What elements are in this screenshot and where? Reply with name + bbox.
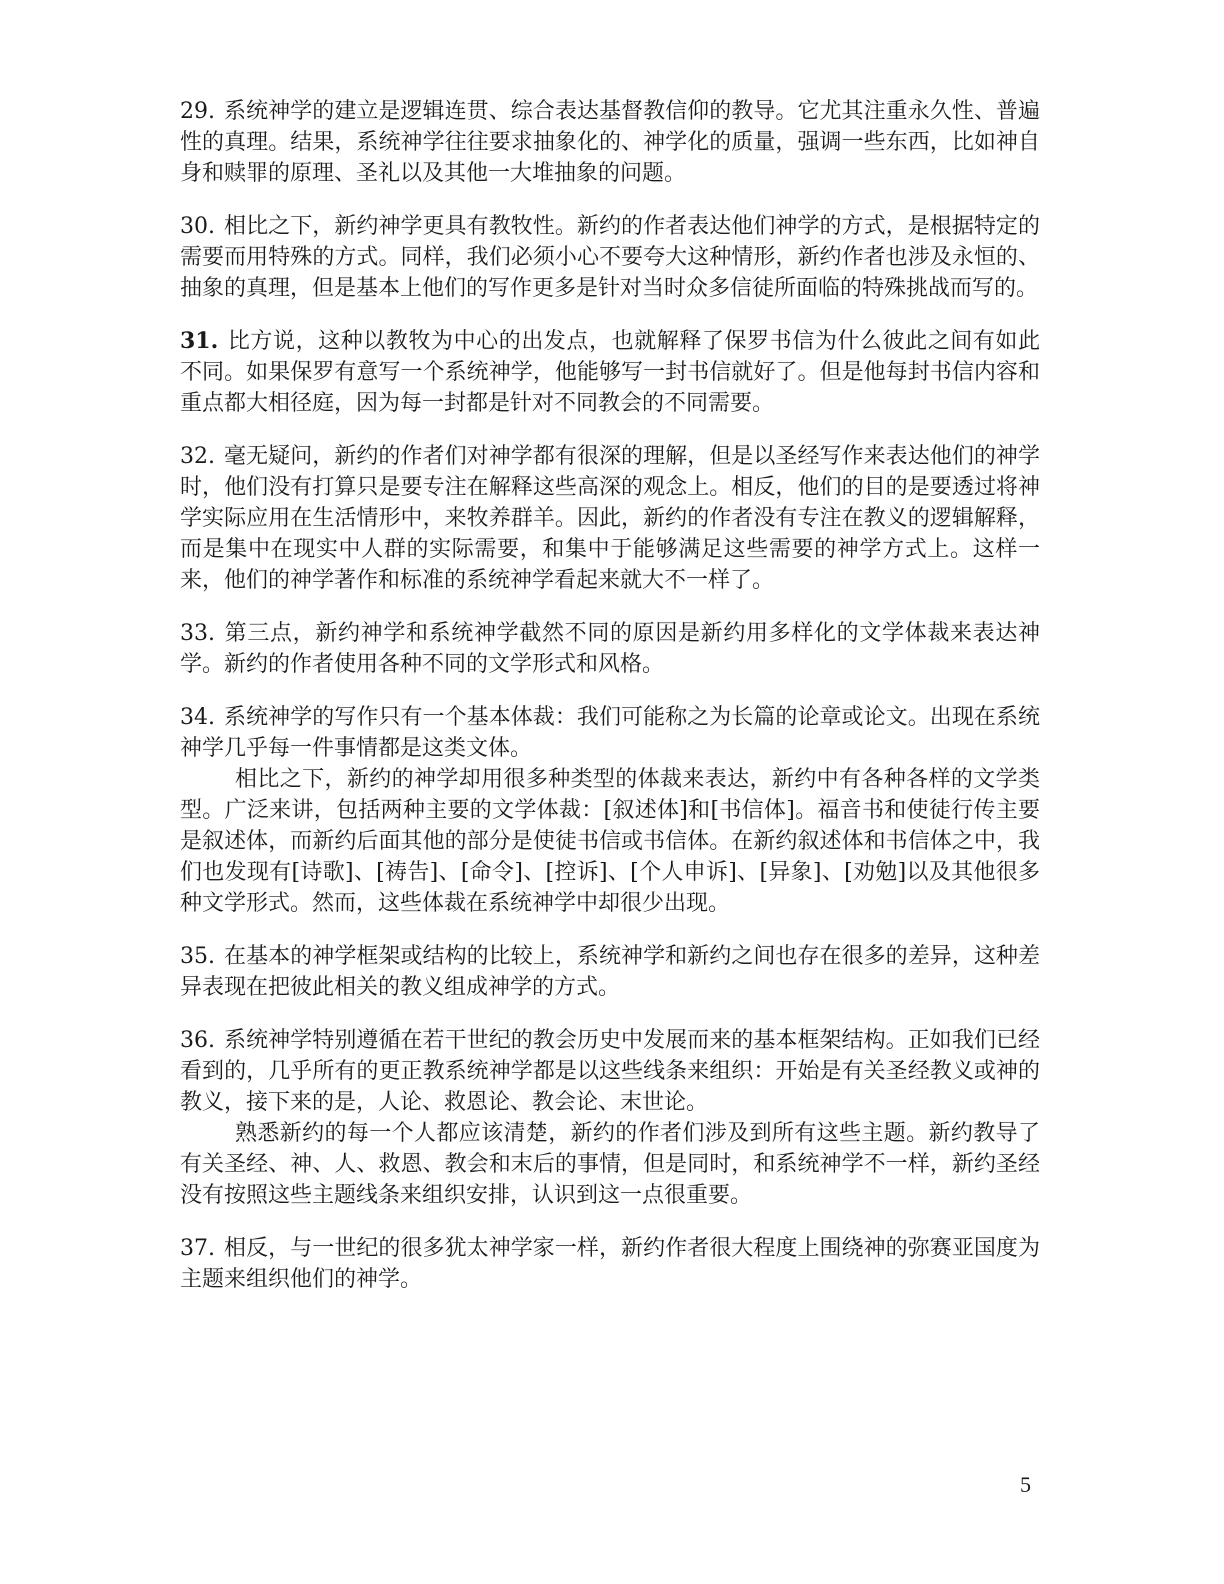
paragraph-continuation: 熟悉新约的每一个人都应该清楚，新约的作者们涉及到所有这些主题。新约教导了有关圣经、神、人、救恩、教会和末后的事情，但是同时，和系统神学不一样，新约圣经没有按照这些主题线条来组织安排，认识到这一点很重要。 (180, 1121, 1040, 1208)
paragraph-text: 在基本的神学框架或结构的比较上，系统神学和新约之间也存在很多的差异，这种差异表现在把彼此相关的教义组成神学的方式。 (180, 944, 1040, 1000)
paragraph-36 (180, 1025, 1040, 1211)
paragraph-text: 相反，与一世纪的很多犹太神学家一样，新约作者很大程度上围绕神的弥赛亚国度为主题来组织他们的神学。 (180, 1236, 1040, 1292)
paragraph-number: 31. (180, 328, 219, 354)
paragraph-29 (180, 96, 1040, 189)
paragraph-30 (180, 211, 1040, 304)
page-number: 5 (1020, 1472, 1031, 1497)
paragraph-35 (180, 941, 1040, 1003)
paragraph-text: 比方说，这种以教牧为中心的出发点，也就解释了保罗书信为什么彼此之间有如此不同。如果保罗有意写一个系统神学，他能够写一封书信就好了。但是他每封书信内容和重点都大相径庭，因为每一封都是针对不同教会的不同需要。 (180, 329, 1040, 416)
paragraph-number: 37. (180, 1236, 215, 1261)
paragraph-text: 系统神学特别遵循在若干世纪的教会历史中发展而来的基本框架结构。正如我们已经看到的，几乎所有的更正教系统神学都是以这些线条来组织：开始是有关圣经教义或神的教义，接下来的是，人论、救恩论、教会论、末世论。 (180, 1028, 1040, 1115)
paragraph-33 (180, 618, 1040, 680)
paragraph-number: 34. (180, 705, 215, 730)
paragraph-number: 29. (180, 99, 215, 124)
paragraph-number: 36. (180, 1028, 215, 1053)
paragraph-37 (180, 1233, 1040, 1295)
paragraph-continuation: 相比之下，新约的神学却用很多种类型的体裁来表达，新约中有各种各样的文学类型。广泛来讲，包括两种主要的文学体裁：[叙述体]和[书信体]。福音书和使徒行传主要是叙述体，而新约后面其他的部分是使徒书信或书信体。在新约叙述体和书信体之中，我们也发现有[诗歌]、[祷告]、[命令]、[控诉]、[个人申诉]、[异象]、[劝勉]以及其他很多种文学形式。然而，这些体裁在系统神学中却很少出现。 (180, 767, 1040, 916)
paragraph-34 (180, 702, 1040, 919)
paragraph-text: 相比之下，新约神学更具有教牧性。新约的作者表达他们神学的方式，是根据特定的需要而用特殊的方式。同样，我们必须小心不要夸大这种情形，新约作者也涉及永恒的、抽象的真理，但是基本上他们的写作更多是针对当时众多信徒所面临的特殊挑战而写的。 (180, 214, 1040, 301)
document-body (180, 96, 1040, 1317)
paragraph-number: 32. (180, 444, 215, 469)
paragraph-text: 毫无疑问，新约的作者们对神学都有很深的理解，但是以圣经写作来表达他们的神学时，他们没有打算只是要专注在解释这些高深的观念上。相反，他们的目的是要透过将神学实际应用在生活情形中，来牧养群羊。因此，新约的作者没有专注在教义的逻辑解释，而是集中在现实中人群的实际需要，和集中于能够满足这些需要的神学方式上。这样一来，他们的神学著作和标准的系统神学看起来就大不一样了。 (180, 444, 1040, 593)
paragraph-text: 第三点，新约神学和系统神学截然不同的原因是新约用多样化的文学体裁来表达神学。新约的作者使用各种不同的文学形式和风格。 (180, 621, 1040, 677)
paragraph-number: 33. (180, 621, 215, 646)
paragraph-32 (180, 441, 1040, 596)
paragraph-31 (180, 326, 1040, 419)
paragraph-text: 系统神学的建立是逻辑连贯、综合表达基督教信仰的教导。它尤其注重永久性、普遍性的真理。结果，系统神学往往要求抽象化的、神学化的质量，强调一些东西，比如神自身和赎罪的原理、圣礼以及其他一大堆抽象的问题。 (180, 99, 1040, 186)
paragraph-number: 35. (180, 944, 215, 969)
paragraph-text: 系统神学的写作只有一个基本体裁：我们可能称之为长篇的论章或论文。出现在系统神学几乎每一件事情都是这类文体。 (180, 705, 1040, 761)
paragraph-number: 30. (180, 214, 215, 239)
